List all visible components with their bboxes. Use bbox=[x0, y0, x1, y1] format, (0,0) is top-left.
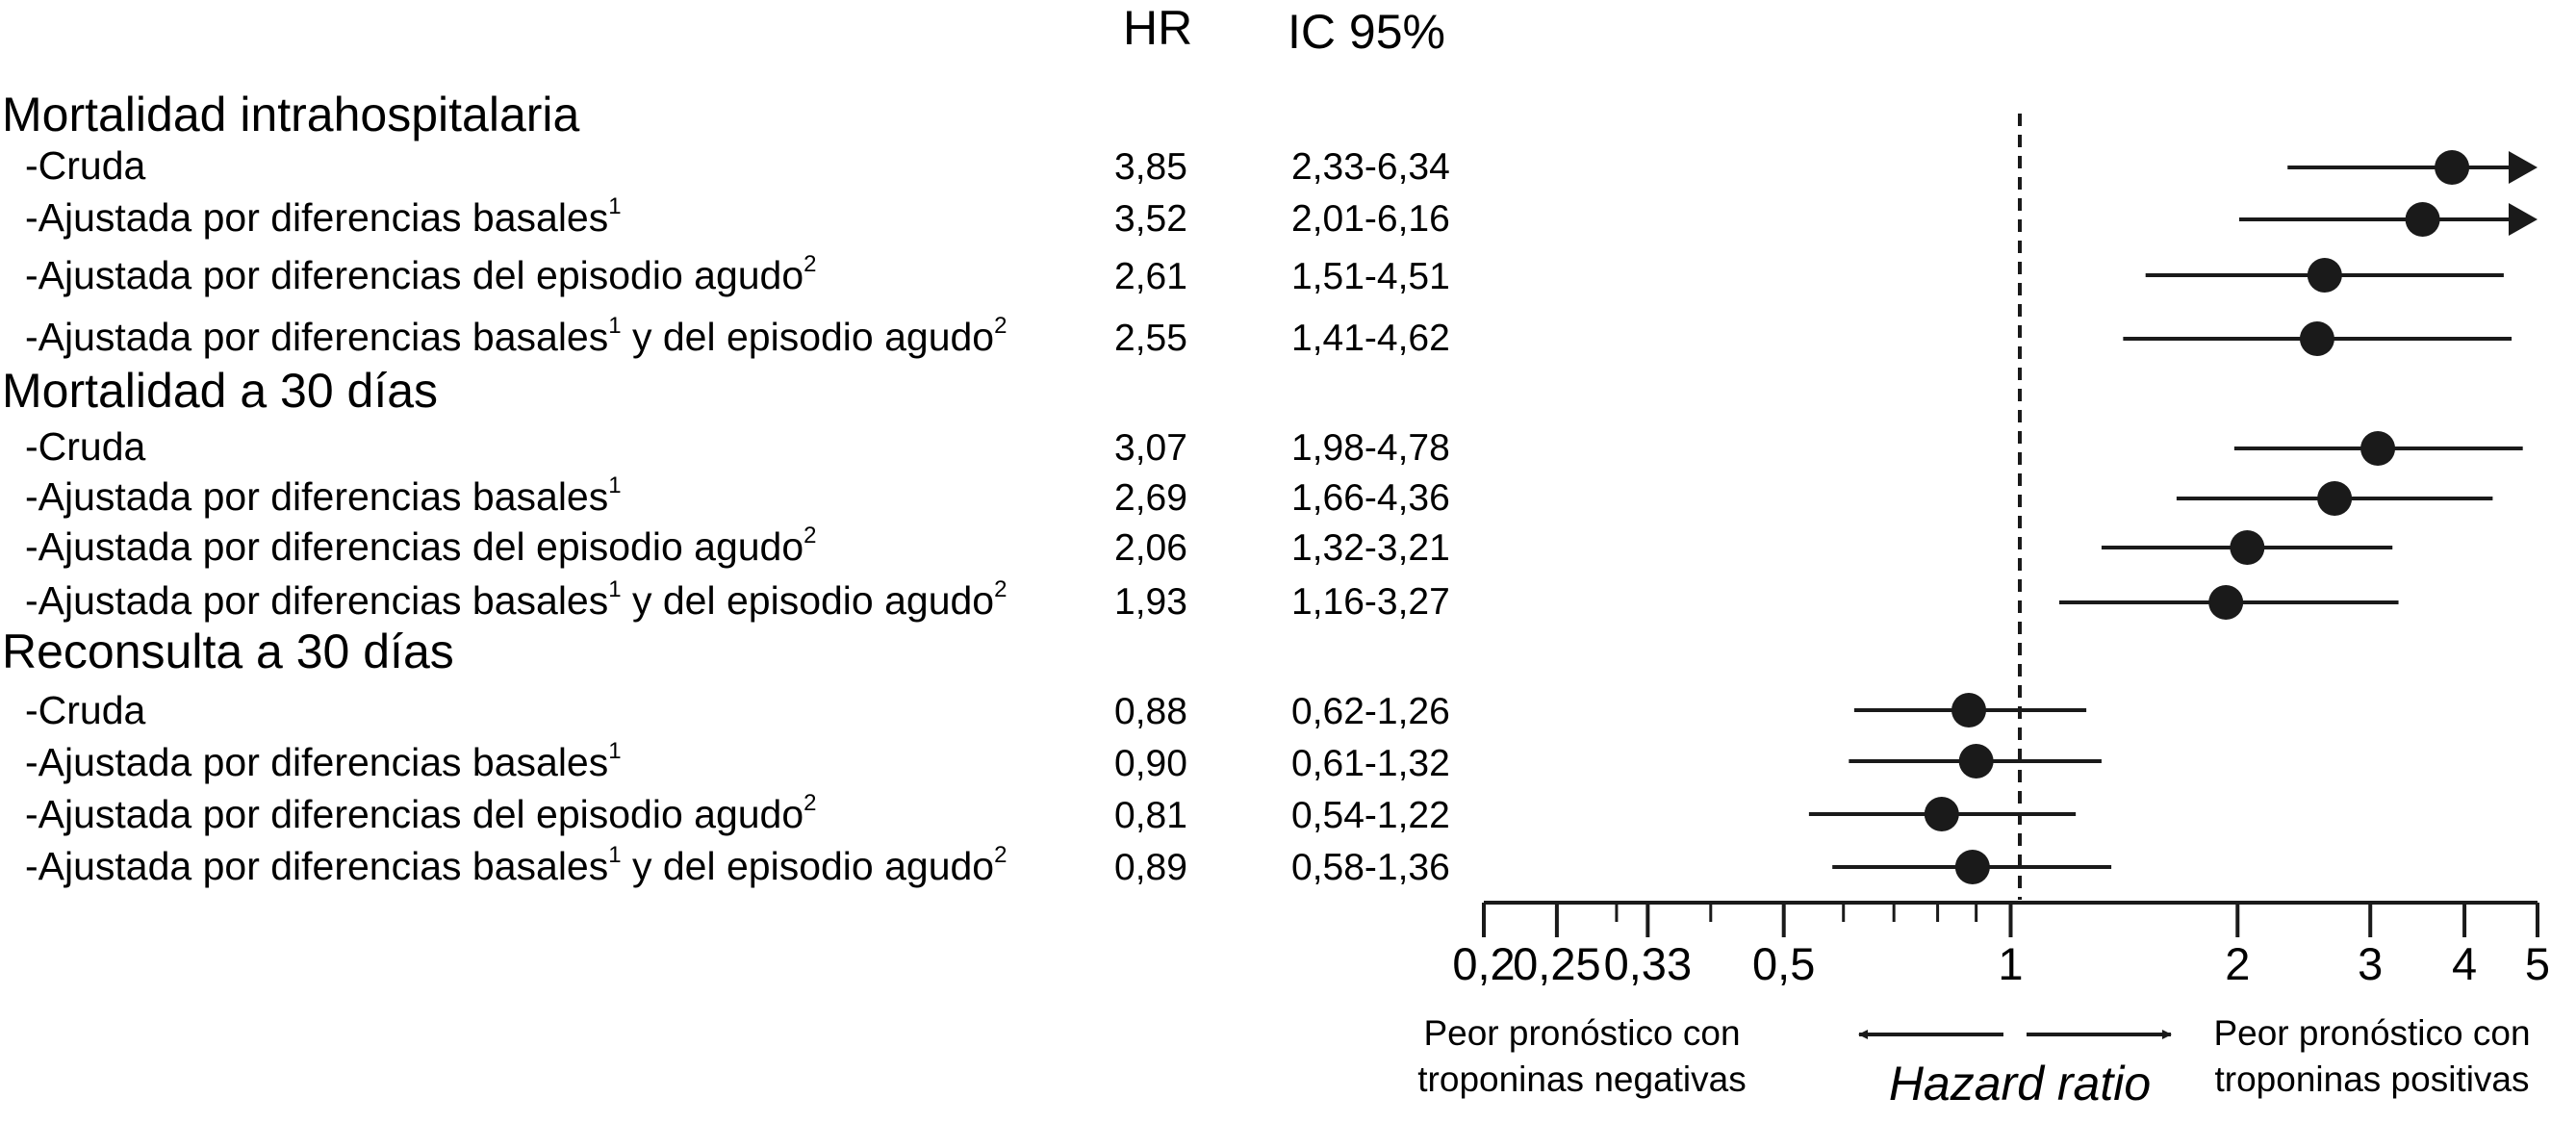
group-label: Mortalidad a 30 días bbox=[2, 364, 439, 418]
ci-value: 2,01-6,16 bbox=[1291, 198, 1450, 240]
hr-point bbox=[1955, 850, 1990, 884]
row-label: -Cruda bbox=[25, 143, 146, 188]
x-tick-label: 0,33 bbox=[1603, 938, 1693, 989]
ci-value: 1,32-3,21 bbox=[1291, 527, 1450, 569]
hr-point bbox=[2317, 481, 2352, 516]
row-label: -Ajustada por diferencias basales$^1$ bbox=[25, 472, 622, 519]
hr-point bbox=[2308, 258, 2342, 293]
hr-value: 0,88 bbox=[1114, 691, 1187, 732]
estimate-row bbox=[25, 576, 2399, 623]
x-tick-label: 4 bbox=[2452, 938, 2478, 989]
x-tick-label: 2 bbox=[2225, 938, 2251, 989]
hr-value: 2,06 bbox=[1114, 527, 1187, 569]
ci-overflow-arrow bbox=[2509, 151, 2538, 184]
ci-value: 1,16-3,27 bbox=[1291, 581, 1450, 623]
group-label: Reconsulta a 30 días bbox=[2, 625, 454, 678]
row-label: -Cruda bbox=[25, 688, 146, 732]
ci-overflow-arrow bbox=[2509, 203, 2538, 236]
estimate-row bbox=[25, 842, 2111, 888]
ci-value: 2,33-6,34 bbox=[1291, 146, 1450, 188]
row-label: -Ajustada por diferencias del episodio agudo$^2$ bbox=[25, 251, 817, 297]
hr-point bbox=[2435, 150, 2469, 185]
estimate-row bbox=[25, 251, 2504, 297]
group bbox=[2, 88, 2538, 359]
estimate-row bbox=[25, 424, 2523, 469]
estimate-row bbox=[25, 193, 2538, 240]
row-label: -Cruda bbox=[25, 424, 146, 469]
hr-point bbox=[2230, 530, 2264, 565]
estimate-row bbox=[25, 523, 2392, 569]
row-label: -Ajustada por diferencias basales$^1$ y del episodio agudo$^2$ bbox=[25, 842, 1007, 888]
estimate-row bbox=[25, 738, 2102, 784]
hr-column-header: HR bbox=[1123, 1, 1193, 55]
estimate-row bbox=[25, 472, 2492, 519]
left-caption-line-1: Peor pronóstico con bbox=[1423, 1013, 1741, 1053]
hr-point bbox=[1959, 744, 1994, 778]
x-tick-label: 0,5 bbox=[1752, 938, 1816, 989]
ci-value: 0,62-1,26 bbox=[1291, 691, 1450, 732]
row-label: -Ajustada por diferencias basales$^1$ y del episodio agudo$^2$ bbox=[25, 576, 1007, 623]
left-caption-line-2: troponinas negativas bbox=[1417, 1059, 1747, 1099]
hr-value: 3,52 bbox=[1114, 198, 1187, 240]
ci-value: 0,58-1,36 bbox=[1291, 847, 1450, 888]
x-axis bbox=[1452, 903, 2550, 989]
x-tick-label: 1 bbox=[1998, 938, 2024, 989]
right-caption-line-1: Peor pronóstico con bbox=[2213, 1013, 2531, 1053]
ci-column-header: IC 95% bbox=[1288, 5, 1445, 59]
estimate-row bbox=[25, 143, 2538, 188]
ci-value: 1,66-4,36 bbox=[1291, 477, 1450, 519]
hr-value: 2,69 bbox=[1114, 477, 1187, 519]
x-tick-label: 5 bbox=[2524, 938, 2551, 989]
hr-value: 0,89 bbox=[1114, 847, 1187, 888]
hr-point bbox=[2406, 202, 2440, 237]
hr-point bbox=[1951, 693, 1986, 727]
hr-point bbox=[2300, 321, 2334, 356]
row-label: -Ajustada por diferencias del episodio agudo$^2$ bbox=[25, 790, 817, 836]
group bbox=[2, 364, 2523, 623]
row-label: -Ajustada por diferencias del episodio agudo$^2$ bbox=[25, 523, 817, 569]
hr-point bbox=[2360, 431, 2395, 466]
ci-value: 0,61-1,32 bbox=[1291, 743, 1450, 784]
ci-value: 1,51-4,51 bbox=[1291, 256, 1450, 297]
row-label: -Ajustada por diferencias basales$^1$ bbox=[25, 738, 622, 784]
hr-value: 2,61 bbox=[1114, 256, 1187, 297]
hr-value: 0,90 bbox=[1114, 743, 1187, 784]
hr-value: 0,81 bbox=[1114, 795, 1187, 836]
group-label: Mortalidad intrahospitalaria bbox=[2, 88, 580, 141]
estimate-row bbox=[25, 790, 2076, 836]
ci-value: 1,41-4,62 bbox=[1291, 318, 1450, 359]
hr-value: 2,55 bbox=[1114, 318, 1187, 359]
estimate-row bbox=[25, 313, 2512, 359]
row-label: -Ajustada por diferencias basales$^1$ y del episodio agudo$^2$ bbox=[25, 313, 1007, 359]
hr-point bbox=[2208, 585, 2243, 620]
hr-point bbox=[1925, 797, 1959, 831]
x-tick-label: 0,2 bbox=[1452, 938, 1516, 989]
estimate-row bbox=[25, 688, 2086, 732]
hr-value: 1,93 bbox=[1114, 581, 1187, 623]
x-axis-title: Hazard ratio bbox=[1888, 1057, 2152, 1110]
x-tick-label: 3 bbox=[2358, 938, 2384, 989]
right-caption-line-2: troponinas positivas bbox=[2214, 1059, 2530, 1099]
row-label: -Ajustada por diferencias basales$^1$ bbox=[25, 193, 622, 240]
group bbox=[2, 625, 2111, 888]
hr-value: 3,07 bbox=[1114, 427, 1187, 469]
ci-value: 0,54-1,22 bbox=[1291, 795, 1450, 836]
x-tick-label: 0,25 bbox=[1513, 938, 1601, 989]
ci-value: 1,98-4,78 bbox=[1291, 427, 1450, 469]
hr-value: 3,85 bbox=[1114, 146, 1187, 188]
